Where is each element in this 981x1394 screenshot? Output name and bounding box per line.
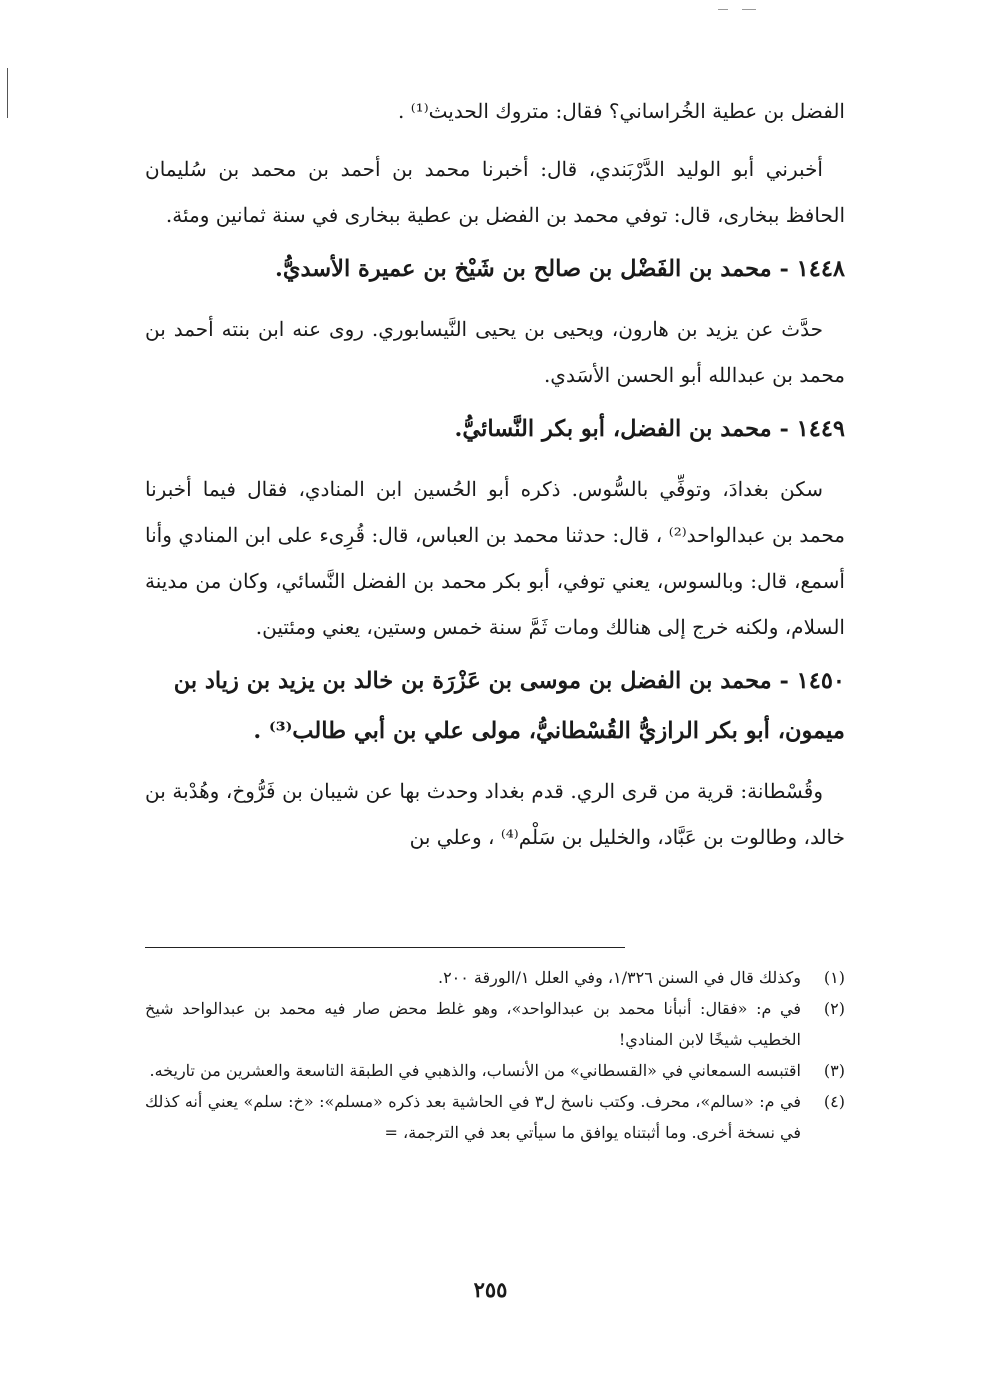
footnote xyxy=(145,962,845,993)
footnote-divider xyxy=(145,947,625,948)
paragraph-entry-1450: وقُسْطانة: قرية من قرى الري. قدم بغداد وحدث بها عن شيبان بن فَرُّوخ، وهُدْبة بن خالد، وطالوت بن عَبَّاد، والخليل بن سَلْم⁽⁴⁾ ، وعلي بن xyxy=(145,779,845,849)
entry-heading-1449: ١٤٤٩ - محمد بن الفضل، أبو بكر النَّسائيُّ. xyxy=(454,416,845,442)
paragraph-entry-1448: حدَّث عن يزيد بن هارون، ويحيى بن يحيى النَّيسابوري. روى عنه ابن بنته أحمد بن محمد بن عبدالله أبو الحسن الأسَدي. xyxy=(145,317,845,387)
paragraph-isnad: أخبرني أبو الوليد الدَّرْبَندي، قال: أخبرنا محمد بن أحمد بن محمد بن سُليمان الحافظ ببخارى، قال: توفي محمد بن الفضل بن عطية ببخارى في سنة ثمانين ومئة. xyxy=(145,157,845,227)
footnote-number: (٣) xyxy=(823,1061,845,1080)
footnotes xyxy=(145,962,845,1148)
footnote-text: اقتبسه السمعاني في «القسطاني» من الأنساب، والذهبي في الطبقة التاسعة والعشرين من تاريخه. xyxy=(149,1061,801,1080)
footnote xyxy=(145,993,845,1055)
page-number: ٢٥٥ xyxy=(473,1277,508,1302)
footnote-text: في م: «فقال: أنبأنا محمد بن عبدالواحد»، وهو غلط محض صار فيه محمد بن عبدالواحد شيخ الخطيب شيخًا لابن المنادي! xyxy=(145,999,801,1049)
entry-heading-1450: ١٤٥٠ - محمد بن الفضل بن موسى بن عَزْرَة بن خالد بن يزيد بن زياد بن ميمون، أبو بكر الرازيُّ القُسْطانيُّ، مولى علي بن أبي طالب⁽³⁾ . xyxy=(173,668,845,744)
main-text xyxy=(145,88,845,860)
footnote-text: وكذلك قال في السنن ١/٣٢٦، وفي العلل ١/الورقة ٢٠٠. xyxy=(437,968,801,987)
footnote xyxy=(145,1086,845,1148)
entry-heading-1448: ١٤٤٨ - محمد بن الفَضْل بن صالح بن شَيْخ بن عميرة الأسديُّ. xyxy=(275,256,845,282)
footnote-number: (٢) xyxy=(823,999,845,1018)
footnote-number: (٤) xyxy=(823,1092,845,1111)
paragraph-entry-1449: سكن بغدادَ، وتوفِّي بالسُّوس. ذكره أبو الحُسين ابن المنادي، فقال فيما أخبرنا محمد بن عبدالواحد⁽²⁾ ، قال: حدثنا محمد بن العباس، قال: قُرِىء على ابن المنادي وأنا أسمع، قال: وبالسوس، يعني توفي، أبو بكر محمد بن الفضل النَّسائي، وكان من مدينة السلام، ولكنه خرج إلى هنالك ومات ثَمَّ سنة خمس وستين، يعني ومئتين. xyxy=(145,477,845,639)
footnote-number: (١) xyxy=(823,968,845,987)
scan-top-mark xyxy=(718,9,728,10)
footnote-text: في م: «سالم»، محرف. وكتب ناسخ ل٣ في الحاشية بعد ذكره «مسلم»: «خ: سلم» يعني أنه كذلك في نسخة أخرى. وما أثبتناه يوافق ما سيأتي بعد في الترجمة، = xyxy=(145,1092,802,1142)
scan-edge-mark xyxy=(7,68,8,118)
paragraph-continuation: الفضل بن عطية الخُراساني؟ فقال: متروك الحديث⁽¹⁾ . xyxy=(398,99,845,123)
footnote xyxy=(145,1055,845,1086)
scan-top-mark xyxy=(742,9,756,10)
